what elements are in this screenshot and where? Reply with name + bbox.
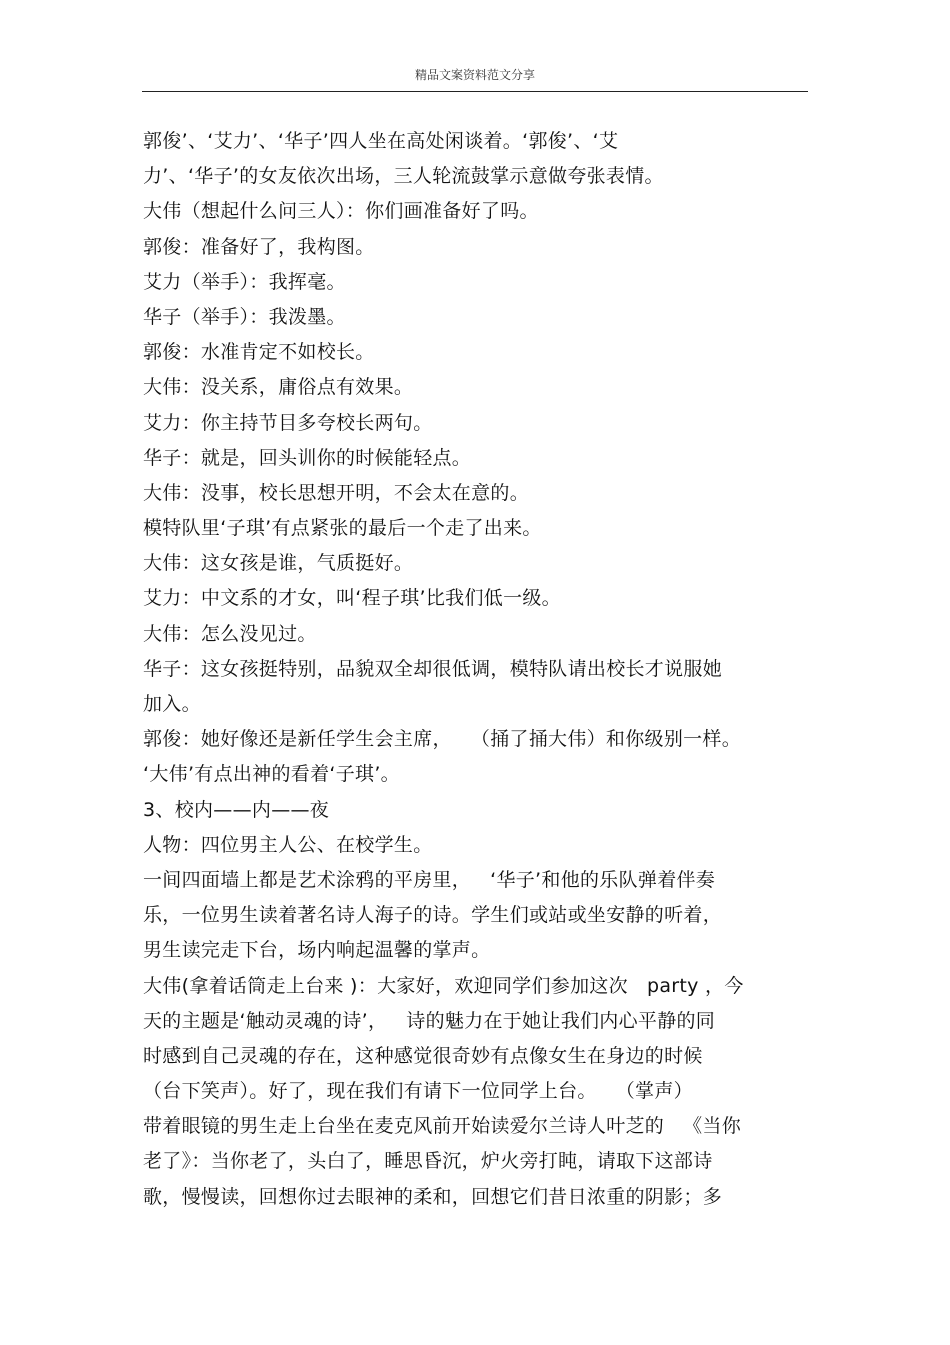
text-line: 模特队里‘子琪’有点紧张的最后一个走了出来。 — [143, 517, 542, 540]
text-line: 大伟：怎么没见过。 — [143, 622, 317, 645]
text-line: 华子：就是，回头训你的时候能轻点。 — [143, 446, 472, 469]
text-line: 人物：四位男主人公、在校学生。 — [143, 833, 433, 856]
text-line: 时感到自己灵魂的存在，这种感觉很奇妙有点像女生在身边的时候 — [143, 1044, 703, 1067]
text-line: 华子：这女孩挺特别，品貌双全却很低调，模特队请出校长才说服她 — [143, 657, 723, 680]
text-line: 大伟：没事，校长思想开明，不会太在意的。 — [143, 481, 530, 504]
text-line: 歌，慢慢读，回想你过去眼神的柔和，回想它们昔日浓重的阴影；多 — [143, 1185, 723, 1208]
text-line: 一间四面墙上都是艺术涂鸦的平房里， ‘华子’和他的乐队弹着伴奏 — [143, 868, 716, 891]
text-line: 大伟（想起什么问三人）：你们画准备好了吗。 — [143, 200, 539, 223]
text-line: 郭俊：她好像还是新任学生会主席， （捅了捅大伟）和你级别一样。 — [143, 728, 742, 751]
text-line: 华子（举手）：我泼墨。 — [143, 305, 346, 328]
text-line: 郭俊：准备好了，我构图。 — [143, 235, 375, 258]
page-header: 精品文案资料范文分享 — [414, 68, 535, 82]
text-line: 老了》：当你老了，头白了，睡思昏沉，炉火旁打盹，请取下这部诗 — [143, 1150, 713, 1173]
text-line: 郭俊：水准肯定不如校长。 — [143, 341, 375, 364]
text-line: （台下笑声）。好了，现在我们有请下一位同学上台。 （掌声） — [143, 1080, 693, 1103]
text-line: 郭俊’、‘艾力’、‘华子’四人坐在高处闲谈着。‘郭俊’、‘艾 — [143, 130, 619, 152]
text-line: 加入。 — [143, 693, 201, 715]
header-divider — [142, 91, 808, 92]
text-line: 大伟(拿着话筒走上台来 )：大家好，欢迎同学们参加这次 party ，今 — [143, 974, 744, 997]
text-line: 力’、‘华子’的女友依次出场，三人轮流鼓掌示意做夸张表情。 — [143, 165, 664, 188]
text-line: 天的主题是‘触动灵魂的诗’， 诗的魅力在于她让我们内心平静的同 — [143, 1009, 716, 1032]
text-line: 男生读完走下台，场内响起温馨的掌声。 — [143, 939, 491, 962]
text-line: 艾力（举手）：我挥毫。 — [143, 270, 346, 293]
scene-heading: 3、校内——内——夜 — [143, 798, 330, 821]
text-line: 大伟：没关系，庸俗点有效果。 — [143, 376, 414, 399]
text-line: 带着眼镜的男生走上台坐在麦克风前开始读爱尔兰诗人叶芝的 《当你 — [143, 1115, 742, 1138]
text-line: 大伟：这女孩是谁，气质挺好。 — [143, 552, 414, 575]
text-line: 艾力：中文系的才女，叫‘程子琪’比我们低一级。 — [143, 587, 561, 610]
text-line: 乐，一位男生读着著名诗人海子的诗。学生们或站或坐安静的听着， — [143, 904, 723, 927]
script-body — [143, 124, 808, 1215]
text-line: 艾力：你主持节目多夸校长两句。 — [143, 411, 433, 434]
text-line: ‘大伟’有点出神的看着‘子琪’。 — [143, 763, 400, 786]
